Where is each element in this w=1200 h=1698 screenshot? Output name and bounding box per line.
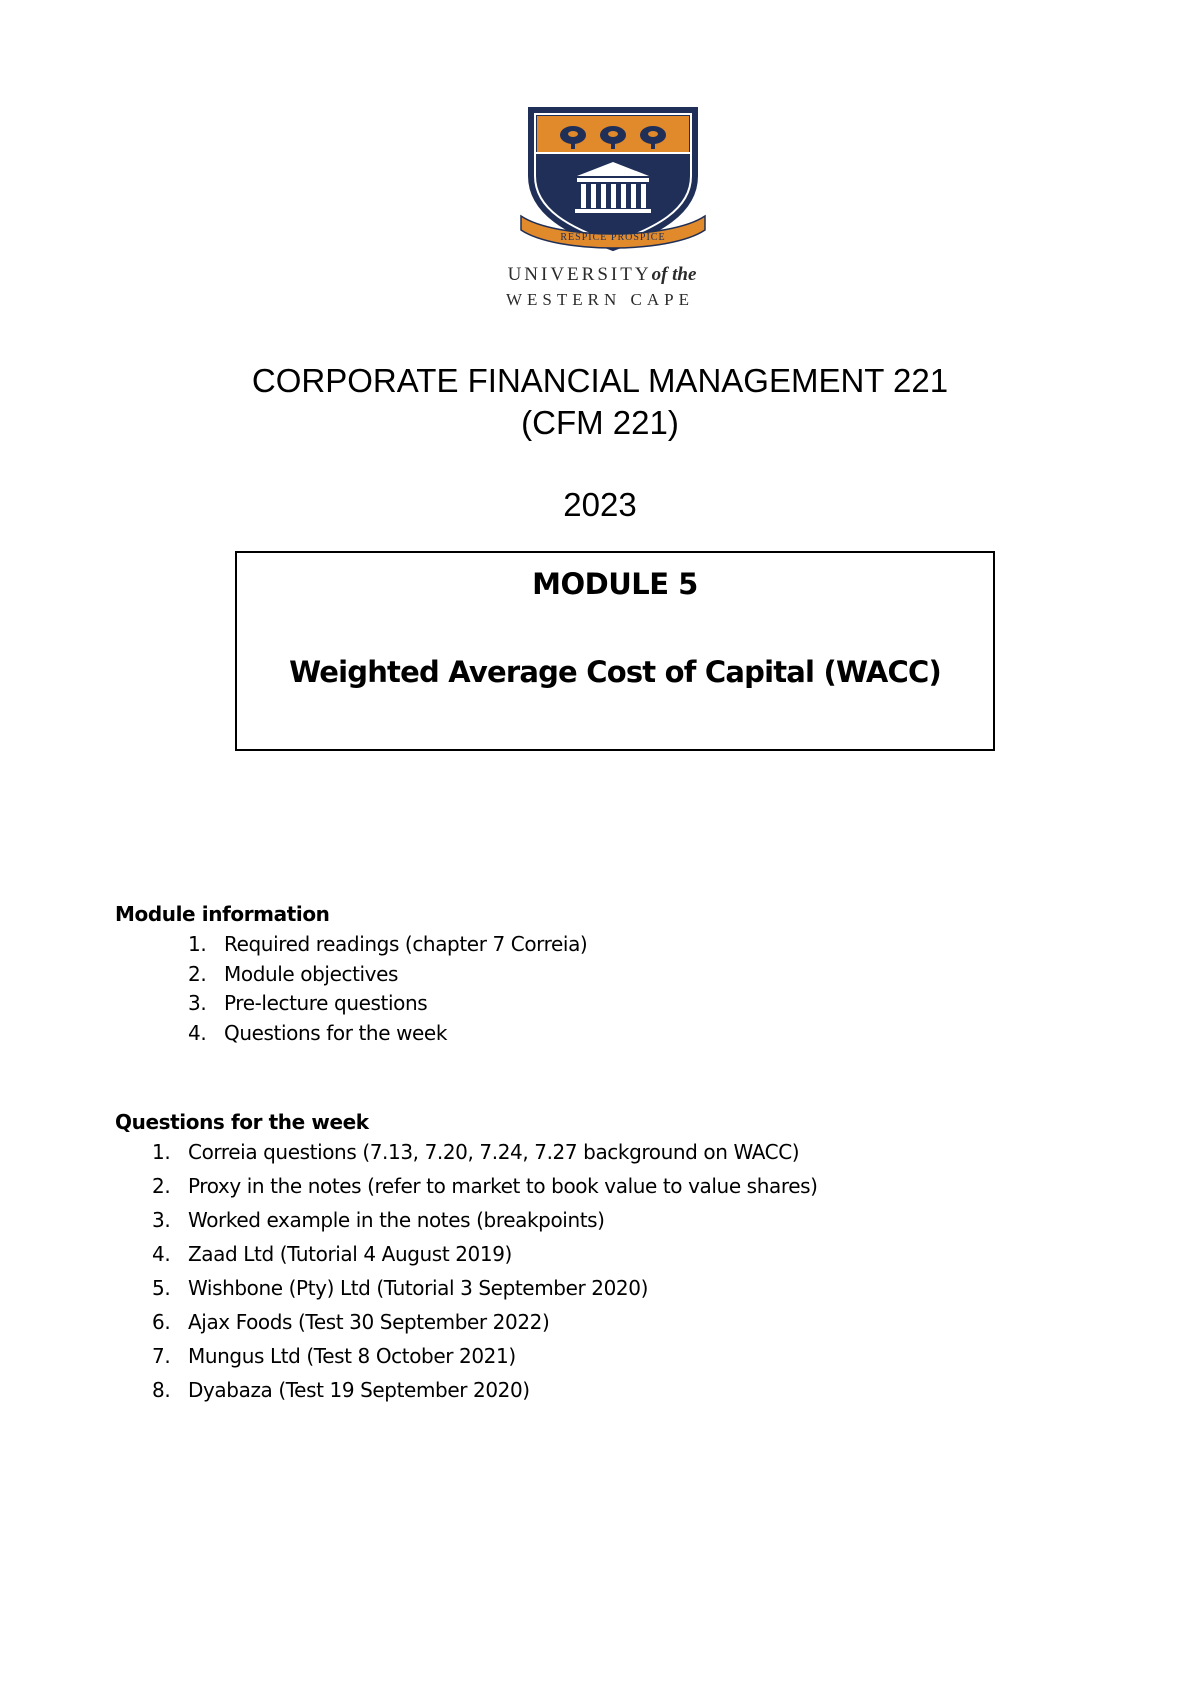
list-item: 4. Questions for the week bbox=[188, 1020, 448, 1045]
list-item: 6. Ajax Foods (Test 30 September 2022) bbox=[152, 1310, 550, 1334]
module-information-list bbox=[188, 932, 587, 1050]
module-topic: Weighted Average Cost of Capital (WACC) bbox=[289, 655, 941, 689]
list-item: 3. Pre-lecture questions bbox=[188, 991, 428, 1015]
list-item: 3. Worked example in the notes (breakpoints) bbox=[152, 1208, 605, 1232]
module-label: MODULE 5 bbox=[532, 567, 698, 601]
list-item: 2. Module objectives bbox=[188, 961, 399, 986]
list-item: 1. Required readings (chapter 7 Correia) bbox=[188, 932, 588, 956]
course-title: CORPORATE FINANCIAL MANAGEMENT 221 bbox=[251, 362, 949, 399]
course-code: (CFM 221) bbox=[521, 404, 679, 441]
university-crest-logo bbox=[517, 106, 709, 258]
questions-for-week-heading: Questions for the week bbox=[115, 1110, 369, 1134]
university-name-line1: UNIVERSITYof the bbox=[507, 264, 697, 285]
list-item: 2. Proxy in the notes (refer to market to book value to value shares) bbox=[152, 1174, 818, 1198]
list-item: 4. Zaad Ltd (Tutorial 4 August 2019) bbox=[152, 1242, 512, 1266]
list-item: 1. Correia questions (7.13, 7.20, 7.24, 7.27 background on WACC) bbox=[152, 1140, 800, 1164]
university-name-line2: WESTERN CAPE bbox=[506, 290, 694, 309]
motto-text: RESPICE PROSPICE bbox=[560, 232, 666, 243]
list-item: 7. Mungus Ltd (Test 8 October 2021) bbox=[152, 1344, 516, 1368]
module-box bbox=[235, 551, 995, 751]
list-item: 5. Wishbone (Pty) Ltd (Tutorial 3 September 2020) bbox=[152, 1276, 648, 1300]
questions-for-week-list bbox=[152, 1140, 818, 1412]
course-year: 2023 bbox=[563, 486, 637, 523]
list-item: 8. Dyabaza (Test 19 September 2020) bbox=[152, 1378, 530, 1402]
module-information-heading: Module information bbox=[115, 902, 330, 926]
